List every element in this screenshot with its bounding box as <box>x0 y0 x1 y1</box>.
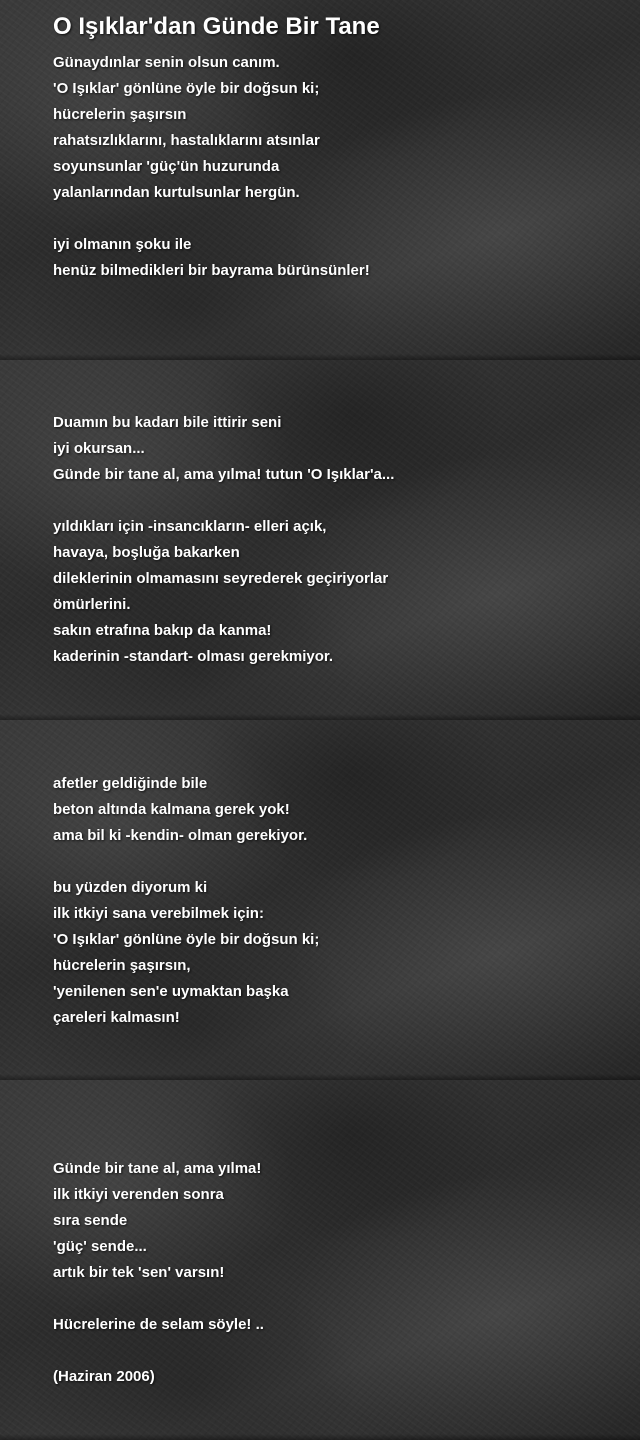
poem-line: sıra sende <box>53 1212 128 1229</box>
poem-panel-4 <box>0 1080 640 1440</box>
poem-line: çareleri kalmasın! <box>53 1009 180 1026</box>
stanza <box>53 1156 264 1390</box>
poem-line: Günde bir tane al, ama yılma! <box>53 1160 262 1177</box>
poem-line: ilk itkiyi sana verebilmek için: <box>53 905 264 922</box>
stanza-gap <box>53 849 319 875</box>
poem-line: hücrelerin şaşırsın, <box>53 957 191 974</box>
poem-line: hücrelerin şaşırsın <box>53 106 187 123</box>
poem-date: (Haziran 2006) <box>53 1368 155 1385</box>
stanza <box>53 50 370 284</box>
poem-title: O Işıklar'dan Günde Bir Tane <box>53 13 380 40</box>
poem-line: yıldıkları için -insancıkların- elleri açık, <box>53 518 327 535</box>
poem-panel-3 <box>0 720 640 1080</box>
poem-line: bu yüzden diyorum ki <box>53 879 208 896</box>
stanza-gap <box>53 488 394 514</box>
stanza-gap <box>53 1286 264 1312</box>
poem-line: havaya, boşluğa bakarken <box>53 544 240 561</box>
poem-line: Günaydınlar senin olsun canım. <box>53 54 280 71</box>
poem-line: iyi olmanın şoku ile <box>53 236 192 253</box>
poem-line: 'O Işıklar' gönlüne öyle bir doğsun ki; <box>53 80 320 97</box>
stanza-gap <box>53 1338 264 1364</box>
stanza <box>53 771 319 1031</box>
poem-line: rahatsızlıklarını, hastalıklarını atsınlar <box>53 132 320 149</box>
poem-line: sakın etrafına bakıp da kanma! <box>53 622 272 639</box>
poem-line: Günde bir tane al, ama yılma! tutun 'O Işıklar'a... <box>53 466 395 483</box>
poem-line: Duamın bu kadarı bile ittirir seni <box>53 414 282 431</box>
poem-panel-1 <box>0 0 640 360</box>
poem-line: Hücrelerine de selam söyle! .. <box>53 1316 264 1333</box>
poem-panel-2 <box>0 360 640 720</box>
poem-line: artık bir tek 'sen' varsın! <box>53 1264 225 1281</box>
poem-line: ama bil ki -kendin- olman gerekiyor. <box>53 827 308 844</box>
poem-line: 'O Işıklar' gönlüne öyle bir doğsun ki; <box>53 931 320 948</box>
poem-line: ilk itkiyi verenden sonra <box>53 1186 224 1203</box>
poem-line: iyi okursan... <box>53 440 145 457</box>
poem-line: ömürlerini. <box>53 596 131 613</box>
poem-line: afetler geldiğinde bile <box>53 775 208 792</box>
stanza <box>53 410 394 670</box>
poem-line: kaderinin -standart- olması gerekmiyor. <box>53 648 334 665</box>
poem-line: dileklerinin olmamasını seyrederek geçiriyorlar <box>53 570 389 587</box>
poem-line: yalanlarından kurtulsunlar hergün. <box>53 184 300 201</box>
poem-line: 'güç' sende... <box>53 1238 147 1255</box>
poem-line: beton altında kalmana gerek yok! <box>53 801 290 818</box>
stanza-gap <box>53 206 370 232</box>
poem-line: 'yenilenen sen'e uymaktan başka <box>53 983 289 1000</box>
poem-line: soyunsunlar 'güç'ün huzurunda <box>53 158 280 175</box>
poem-line: henüz bilmedikleri bir bayrama bürünsünler! <box>53 262 370 279</box>
